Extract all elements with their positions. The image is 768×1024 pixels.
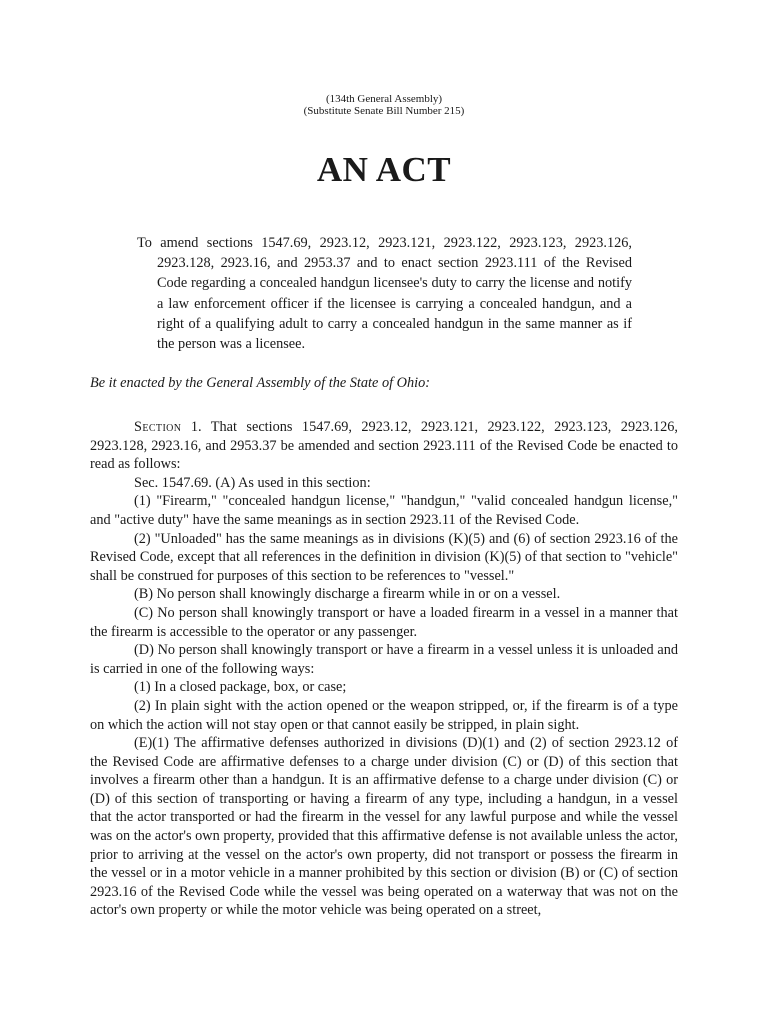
body-paragraph: (2) In plain sight with the action opened or the weapon stripped, or, if the firearm is of a type on which the action will not stay open or that cannot easily be stripped, in plain sight. [90, 697, 678, 733]
body-paragraph: (C) No person shall knowingly transport or have a loaded firearm in a vessel in a manner that the firearm is accessible to the operator or any passenger. [90, 604, 678, 640]
section-label: Section [134, 419, 182, 435]
body-paragraph: (D) No person shall knowingly transport or have a firearm in a vessel unless it is unloaded and is carried in one of the following ways: [90, 642, 678, 677]
general-assembly-line: (134th General Assembly) [325, 93, 443, 105]
act-purpose: To amend sections 1547.69, 2923.12, 2923.121, 2923.122, 2923.123, 2923.126, 2923.128, 2923.16, and 2953.37 and to enact section 2923.111 of the Revised Code regarding a concealed handgun licensee's duty to carry the license and notify a law enforcement officer if the licensee is carrying a concealed handgun, and a right of a qualifying adult to carry a concealed handgun in the same manner as if the person was a licensee. [137, 235, 632, 353]
body-paragraph: (E)(1) The affirmative defenses authorized in divisions (D)(1) and (2) of section 2923.12 of the Revised Code are affirmative defenses to a charge under division (C) or (D) of this section that involves a firearm other than a handgun. It is an affirmative defense to a charge under division (C) or (D) of this section of transporting or having a firearm of any type, including a handgun, in a vessel that the actor transported or had the firearm in the vessel for any lawful purpose and while the vessel was on the actor's own property, provided that this affirmative defense is not available unless the actor, prior to arriving at the vessel on the actor's own property, did not transport or possess the firearm in the vessel or in a motor vehicle in a manner prohibited by this section or division (B) or (C) of section 2923.16 of the Revised Code while the vessel was being operated on a waterway that was not on the actor's own property or while the motor vehicle was being operated on a street, [90, 735, 678, 919]
act-body [90, 418, 678, 920]
body-paragraph: (B) No person shall knowingly discharge a firearm while in or on a vessel. [134, 586, 561, 603]
body-paragraph: (1) In a closed package, box, or case; [134, 679, 347, 696]
enacting-clause: Be it enacted by the General Assembly of the State of Ohio: [90, 375, 430, 391]
section-1-text: 1. That sections 1547.69, 2923.12, 2923.121, 2923.122, 2923.123, 2923.126, 2923.128, 2923.16, and 2953.37 be amended and section 2923.111 of the Revised Code be enacted to read as follows: [90, 419, 678, 473]
bill-number-line: (Substitute Senate Bill Number 215) [303, 105, 465, 117]
body-paragraph: (1) "Firearm," "concealed handgun license," "handgun," "valid concealed handgun license," and "active duty" have the same meanings as in section 2923.11 of the Revised Code. [90, 493, 678, 528]
body-paragraph: Sec. 1547.69. (A) As used in this section: [134, 474, 371, 491]
section-1-paragraph [90, 418, 678, 474]
act-title: AN ACT [316, 150, 452, 189]
body-paragraph: (2) "Unloaded" has the same meanings as in divisions (K)(5) and (6) of section 2923.16 of the Revised Code, except that all references in the definition in division (K)(5) of that section to "vehicle" shall be construed for purposes of this section to be references to "vessel." [90, 530, 678, 584]
